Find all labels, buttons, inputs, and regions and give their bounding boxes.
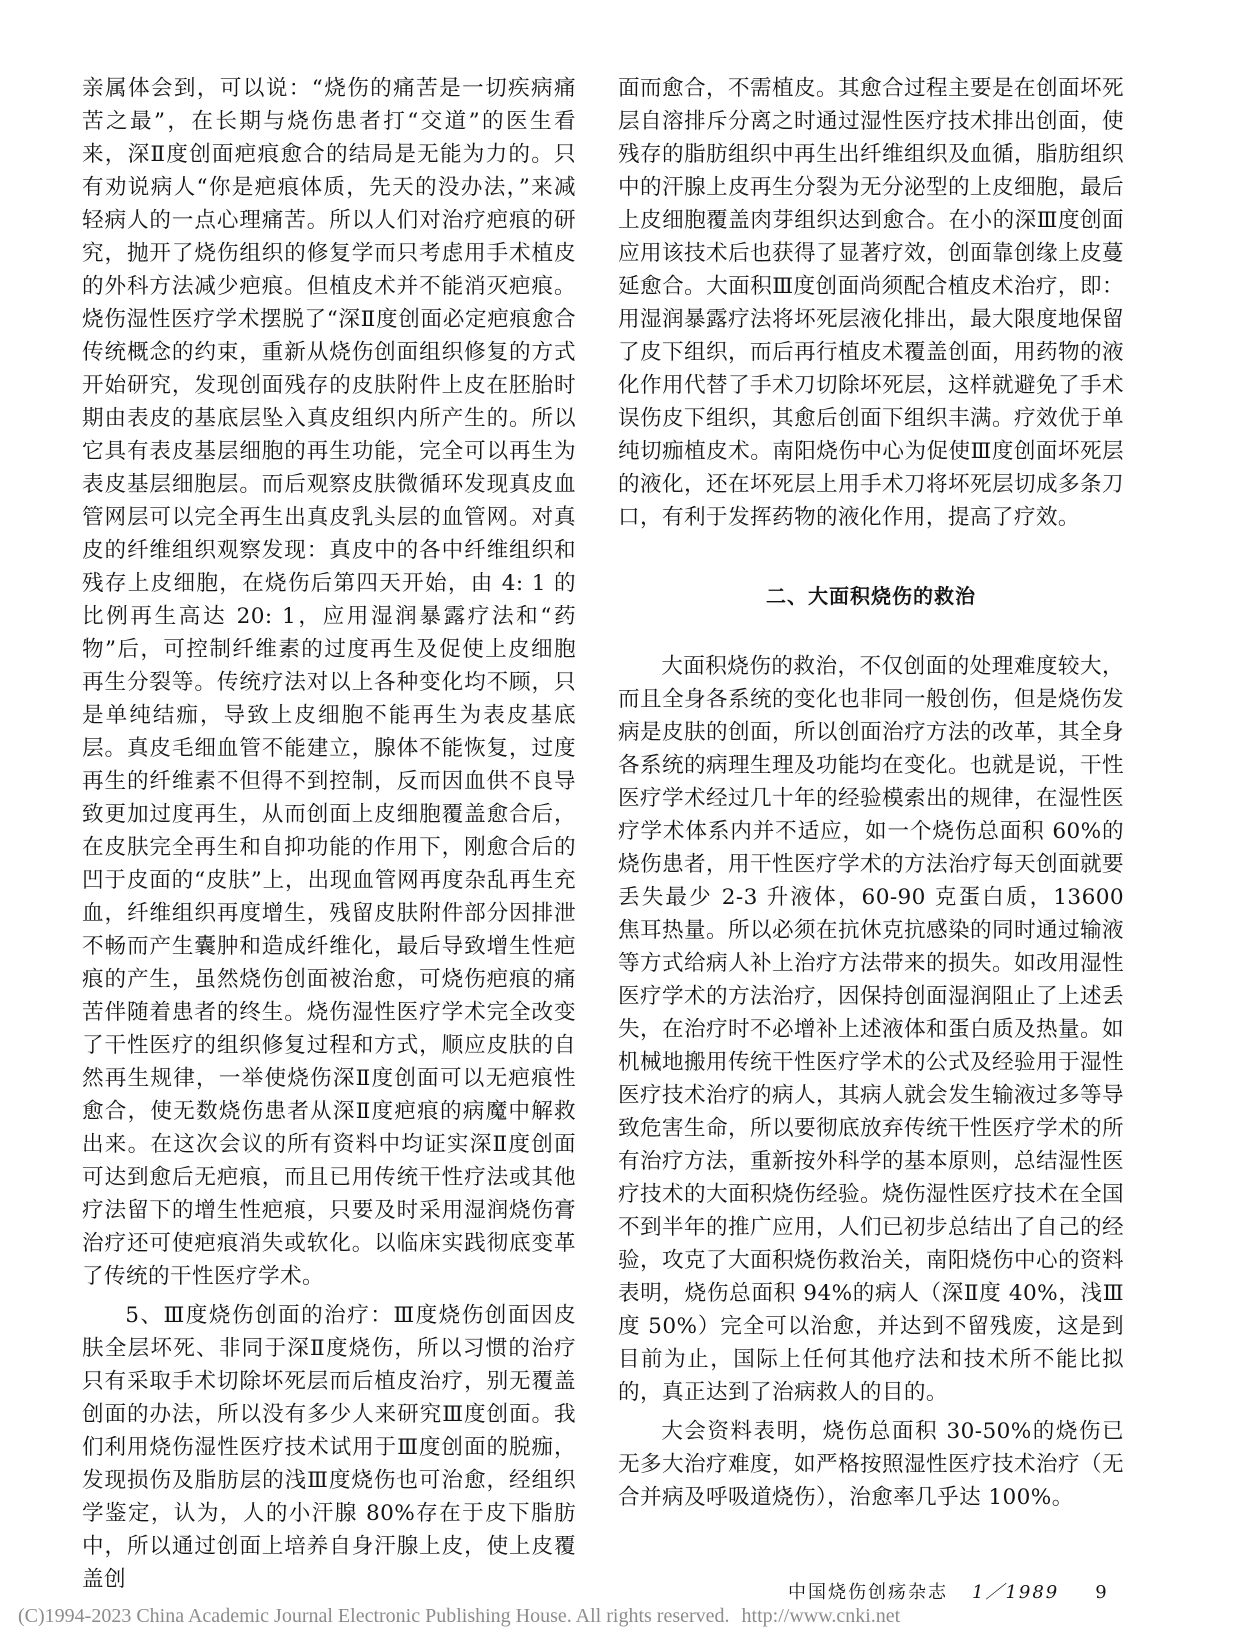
- section-heading: 二、大面积烧伤的救治: [766, 584, 976, 608]
- page-number: 9: [1095, 1582, 1109, 1603]
- body-paragraph: 大面积烧伤的救治，不仅创面的处理难度较大，而且全身各系统的变化也非同一般创伤，但是烧伤发病是皮肤的创面，所以创面治疗方法的改革，其全身各系统的病理生理及功能均在变化。也就是说，干性医疗学术经过几十年的经验模索出的规律，在湿性医疗学术体系内并不适应，如一个烧伤总面积 60%的烧伤患者，用干性医疗学术的方法治疗每天创面就要丢失最少 2-3 升液体，60-90 克蛋白质，13600 焦耳热量。所以必须在抗休克抗感染的同时通过输液等方式给病人补上治疗方法带来的损失。如改用湿性医疗学术的方法治疗，因保持创面湿润阻止了上述丢失，在治疗时不必增补上述液体和蛋白质及热量。如机械地搬用传统干性医疗学术的公式及经验用于湿性医疗技术治疗的病人，其病人就会发生输液过多等导致危害生命，所以要彻底放弃传统干性医疗学术的所有治疗方法，重新按外科学的基本原则，总结湿性医疗技术的大面积烧伤经验。烧伤湿性医疗技术在全国不到半年的推广应用，人们已初步总结出了自己的经验，攻克了大面积烧伤救治关，南阳烧伤中心的资料表明，烧伤总面积 94%的病人（深Ⅱ度 40%，浅Ⅲ度 50%）完全可以治愈，并达到不留残废，这是到目前为止，国际上任何其他疗法和技术所不能比拟的，真正达到了治病救人的目的。: [618, 654, 1124, 1405]
- right-column: [618, 72, 1124, 1514]
- body-paragraph: 大会资料表明，烧伤总面积 30-50%的烧伤已无多大治疗难度，如严格按照湿性医疗技术治疗（无合并病及呼吸道烧伤），治愈率几乎达 100%。: [618, 1419, 1124, 1510]
- copyright-url: http://www.cnki.net: [741, 1605, 901, 1627]
- page-footer: [788, 1578, 1109, 1604]
- copyright-notice: [18, 1605, 900, 1628]
- body-paragraph: 5、Ⅲ度烧伤创面的治疗：Ⅲ度烧伤创面因皮肤全层坏死、非同于深Ⅱ度烧伤，所以习惯的治疗只有采取手术切除坏死层而后植皮治疗，别无覆盖创面的办法，所以没有多少人来研究Ⅲ度创面。我们利用烧伤湿性医疗技术试用于Ⅲ度创面的脱痂，发现损伤及脂肪层的浅Ⅲ度烧伤也可治愈，经组织学鉴定，认为，人的小汗腺 80%存在于皮下脂肪中，所以通过创面上培养自身汗腺上皮，使上皮覆盖创: [82, 1303, 576, 1592]
- body-paragraph: 亲属体会到，可以说：“烧伤的痛苦是一切疾病痛苦之最”，在长期与烧伤患者打“交道”的医生看来，深Ⅱ度创面疤痕愈合的结局是无能为力的。只有劝说病人“你是疤痕体质，先天的没办法，”来减轻病人的一点心理痛苦。所以人们对治疗疤痕的研究，抛开了烧伤组织的修复学而只考虑用手术植皮的外科方法减少疤痕。但植皮术并不能消灭疤痕。烧伤湿性医疗学术摆脱了“深Ⅱ度创面必定疤痕愈合传统概念的约束，重新从烧伤创面组织修复的方式开始研究，发现创面残存的皮肤附件上皮在胚胎时期由表皮的基底层坠入真皮组织内所产生的。所以它具有表皮基层细胞的再生功能，完全可以再生为表皮基层细胞层。而后观察皮肤微循环发现真皮血管网层可以完全再生出真皮乳头层的血管网。对真皮的纤维组织观察发现：真皮中的各中纤维组织和残存上皮细胞，在烧伤后第四天开始，由 4: 1 的比例再生高达 20: 1，应用湿润暴露疗法和“药物”后，可控制纤维素的过度再生及促使上皮细胞再生分裂等。传统疗法对以上各种变化均不顾，只是单纯结痂，导致上皮细胞不能再生为表皮基底层。真皮毛细血管不能建立，腺体不能恢复，过度再生的纤维素不但得不到控制，反而因血供不良导致更加过度再生，从而创面上皮细胞覆盖愈合后，在皮肤完全再生和自抑功能的作用下，刚愈合后的凹于皮面的“皮肤”上，出现血管网再度杂乱再生充血，纤维组织再度增生，残留皮肤附件部分因排泄不畅而产生囊肿和造成纤维化，最后导致增生性疤痕的产生，虽然烧伤创面被治愈，可烧伤疤痕的痛苦伴随着患者的终生。烧伤湿性医疗学术完全改变了干性医疗的组织修复过程和方式，顺应皮肤的自然再生规律，一举使烧伤深Ⅱ度创面可以无疤痕性愈合，使无数烧伤患者从深Ⅱ度疤痕的病魔中解救出来。在这次会议的所有资料中均证实深Ⅱ度创面可达到愈后无疤痕，而且已用传统干性疗法或其他疗法留下的增生性疤痕，只要及时采用湿润烧伤膏治疗还可使疤痕消失或软化。以临床实践彻底变革了传统的干性医疗学术。: [82, 76, 576, 1289]
- issue-number: 1／1989: [972, 1582, 1060, 1603]
- left-column: [82, 72, 576, 1596]
- journal-name: 中国烧伤创疡杂志: [788, 1582, 948, 1603]
- copyright-text: (C)1994-2023 China Academic Journal Electronic Publishing House. All rights reserved.: [18, 1605, 730, 1627]
- body-paragraph: 面而愈合，不需植皮。其愈合过程主要是在创面坏死层自溶排斥分离之时通过湿性医疗技术排出创面，使残存的脂肪组织中再生出纤维组织及血循，脂肪组织中的汗腺上皮再生分裂为无分泌型的上皮细胞，最后上皮细胞覆盖肉芽组织达到愈合。在小的深Ⅲ度创面应用该技术后也获得了显著疗效，创面靠创缘上皮蔓延愈合。大面积Ⅲ度创面尚须配合植皮术治疗，即：用湿润暴露疗法将坏死层液化排出，最大限度地保留了皮下组织，而后再行植皮术覆盖创面，用药物的液化作用代替了手术刀切除坏死层，这样就避免了手术误伤皮下组织，其愈后创面下组织丰满。疗效优于单纯切痂植皮术。南阳烧伤中心为促使Ⅲ度创面坏死层的液化，还在坏死层上用手术刀将坏死层切成多条刀口，有利于发挥药物的液化作用，提高了疗效。: [618, 76, 1124, 530]
